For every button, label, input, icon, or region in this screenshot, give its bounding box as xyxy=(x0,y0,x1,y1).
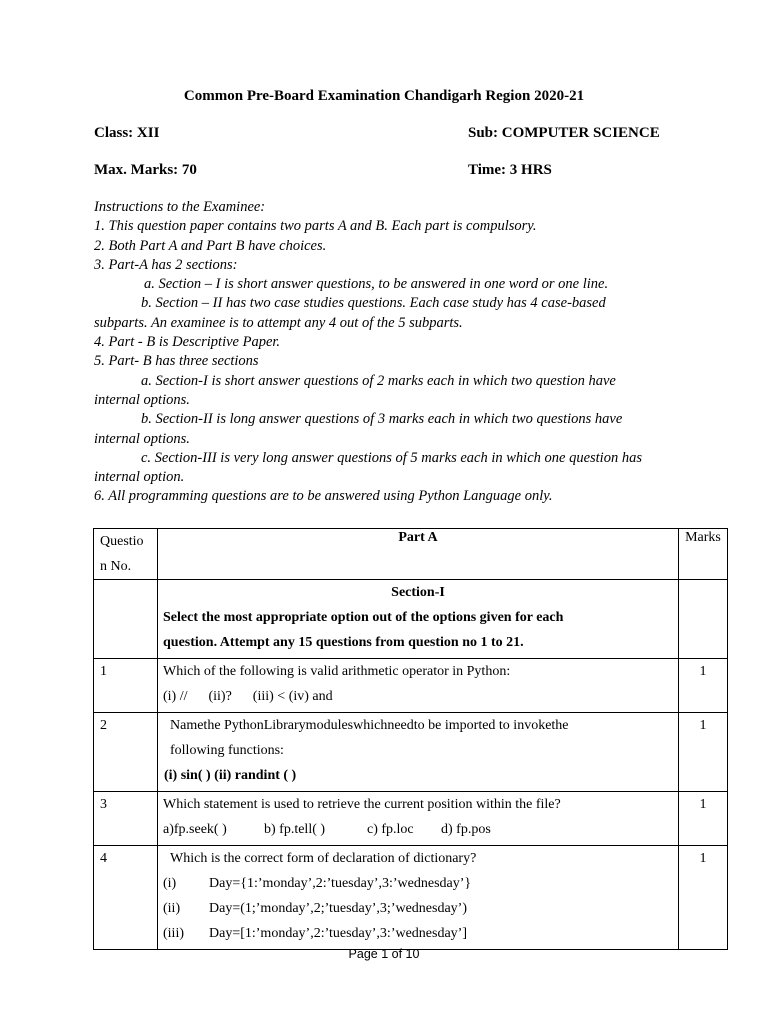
question-text: Which statement is used to retrieve the current position within the file? xyxy=(163,797,561,812)
instruction-line: subparts. An examinee is to attempt any 4 out of the 5 subparts. xyxy=(94,314,463,331)
option-a: a)fp.seek( ) xyxy=(163,822,227,837)
max-marks-label: Max. Marks: 70 xyxy=(94,162,197,178)
section-row xyxy=(94,580,728,659)
instruction-line: c. Section-III is very long answer questions of 5 marks each in which one question has xyxy=(141,449,642,466)
marks-cell: 1 xyxy=(679,659,728,713)
instructions-heading: Instructions to the Examinee: xyxy=(94,199,266,215)
question-cell xyxy=(158,846,679,950)
section-title: Section-I xyxy=(391,585,445,600)
instruction-line: 2. Both Part A and Part B have choices. xyxy=(94,237,327,254)
marks-cell: 1 xyxy=(679,713,728,792)
instruction-line: b. Section – II has two case studies questions. Each case study has 4 case-based xyxy=(141,295,606,312)
instruction-line: internal option. xyxy=(94,469,185,486)
instruction-line: 5. Part- B has three sections xyxy=(94,353,259,370)
qno-header: Questio n No. xyxy=(94,529,158,580)
question-number: 4 xyxy=(94,846,158,950)
instruction-line: 6. All programming questions are to be answered using Python Language only. xyxy=(94,488,553,505)
question-text: following functions: xyxy=(170,743,284,758)
table-row xyxy=(94,846,728,950)
question-options xyxy=(163,817,673,842)
question-number: 1 xyxy=(94,659,158,713)
section-cell xyxy=(158,580,679,659)
marks-cell: 1 xyxy=(679,792,728,846)
page-number: Page 1 of 10 xyxy=(348,947,420,961)
question-text: Which is the correct form of declaration of dictionary? xyxy=(170,851,477,866)
table-header-row xyxy=(94,529,728,580)
instruction-line: b. Section-II is long answer questions of 3 marks each in which two questions have xyxy=(141,411,623,428)
instruction-line: internal options. xyxy=(94,430,190,447)
question-number: 3 xyxy=(94,792,158,846)
question-text: Which of the following is valid arithmetic operator in Python: xyxy=(163,664,511,679)
table-row xyxy=(94,659,728,713)
table-row xyxy=(94,713,728,792)
option-d: d) fp.pos xyxy=(441,822,491,837)
time-label: Time: 3 HRS xyxy=(468,162,552,178)
instruction-line: 4. Part - B is Descriptive Paper. xyxy=(94,334,281,351)
part-header: Part A xyxy=(158,529,679,580)
question-number: 2 xyxy=(94,713,158,792)
question-options: (i) // (ii)? (iii) < (iv) and xyxy=(163,689,333,704)
option-c: c) fp.loc xyxy=(367,822,414,837)
subject-label: Sub: COMPUTER SCIENCE xyxy=(468,125,660,141)
instruction-line: 1. This question paper contains two parts A and B. Each part is compulsory. xyxy=(94,218,537,235)
section-instruction: Select the most appropriate option out of the options given for each xyxy=(163,610,564,625)
dict-option: (iii) Day=[1:’monday’,2:’tuesday’,3:’wednesday’] xyxy=(163,926,468,941)
exam-title: Common Pre-Board Examination Chandigarh Region 2020-21 xyxy=(183,88,585,104)
section-instruction: question. Attempt any 15 questions from question no 1 to 21. xyxy=(163,635,524,650)
marks-cell: 1 xyxy=(679,846,728,950)
dict-option: (i) Day={1:’monday’,2:’tuesday’,3:’wednesday’} xyxy=(163,876,472,891)
dict-option: (ii) Day=(1;’monday’,2;’tuesday’,3;’wednesday’) xyxy=(163,901,468,916)
question-cell xyxy=(158,792,679,846)
marks-header: Marks xyxy=(679,529,728,580)
instruction-line: internal options. xyxy=(94,391,190,408)
instruction-line: a. Section – I is short answer questions, to be answered in one word or one line. xyxy=(144,276,609,293)
instruction-line: 3. Part-A has 2 sections: xyxy=(94,256,238,273)
instructions-block xyxy=(94,198,694,507)
class-label: Class: XII xyxy=(94,125,160,141)
question-text: Namethe PythonLibrarymoduleswhichneedto be imported to invokethe xyxy=(170,718,569,733)
questions-table xyxy=(93,528,728,950)
question-cell xyxy=(158,713,679,792)
option-b: b) fp.tell( ) xyxy=(264,822,326,837)
table-row xyxy=(94,792,728,846)
question-functions: (i) sin( ) (ii) randint ( ) xyxy=(164,768,297,783)
instruction-line: a. Section-I is short answer questions of 2 marks each in which two question have xyxy=(141,372,616,389)
question-cell xyxy=(158,659,679,713)
